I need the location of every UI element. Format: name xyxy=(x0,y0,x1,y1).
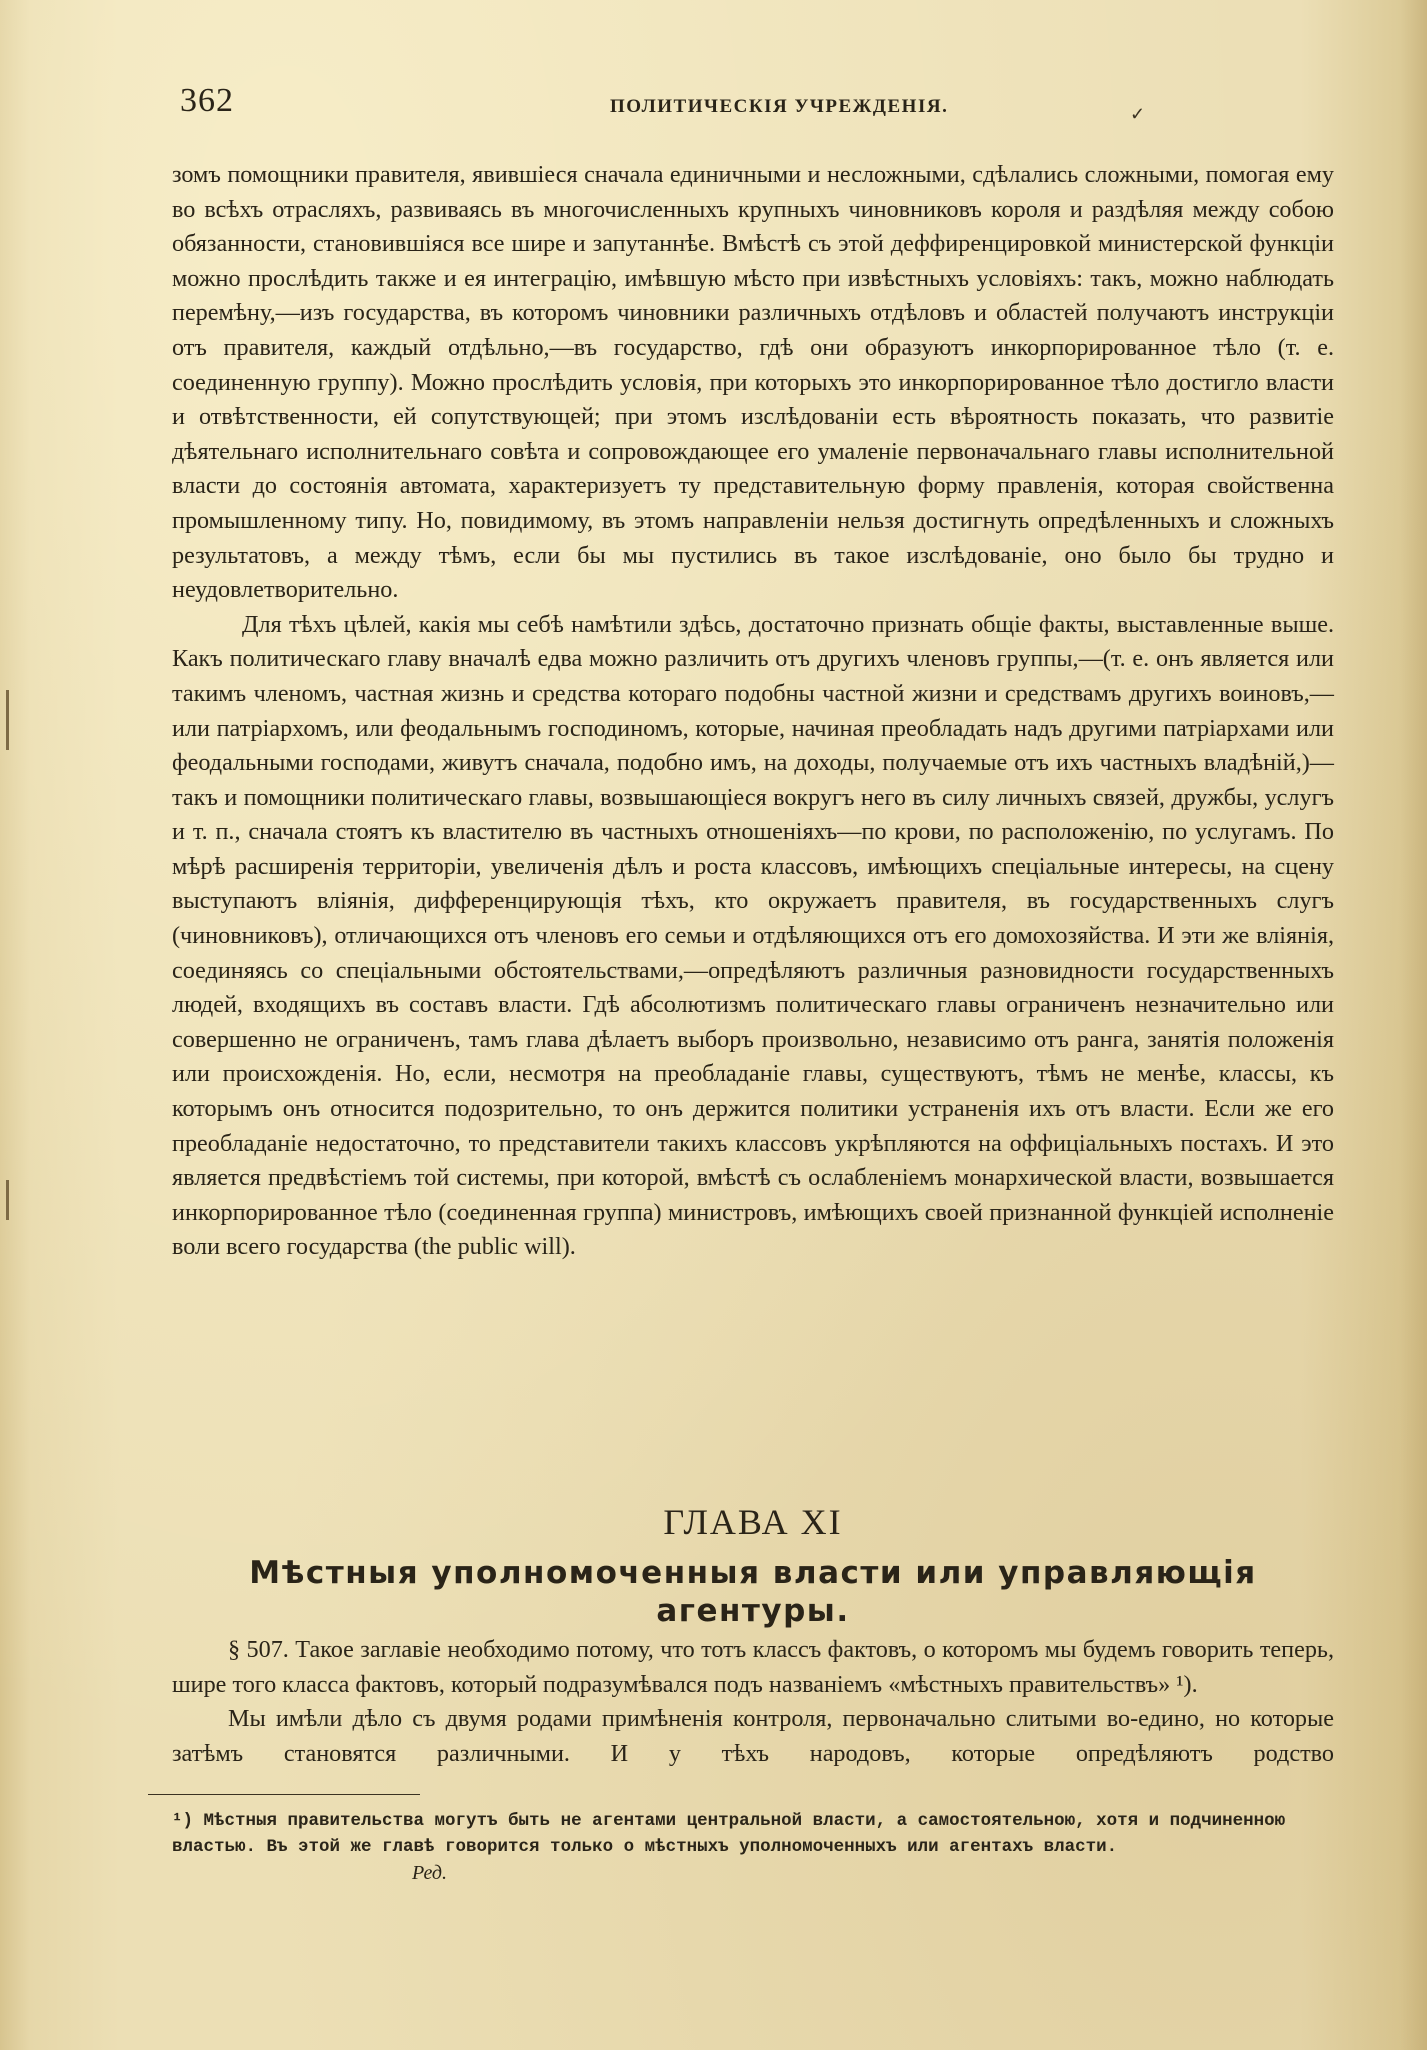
binding-edge-mark xyxy=(6,690,9,750)
chapter-heading xyxy=(172,1502,1334,1630)
footnote-signature: Ред. xyxy=(412,1862,447,1884)
paragraph: § 507. Такое заглавіе необходимо потому, что тотъ классъ фактовъ, о которомъ мы будемъ говорить теперь, шире того класса фактовъ, который подразумѣвался подъ названіемъ «мѣстныхъ правительствъ» ¹). xyxy=(172,1636,1334,1698)
main-text xyxy=(172,158,1334,1265)
page-number: 362 xyxy=(180,82,234,119)
page-header xyxy=(180,82,1360,132)
running-title: ПОЛИТИЧЕСКІЯ УЧРЕЖДЕНІЯ. xyxy=(610,96,949,117)
paragraph: зомъ помощники правителя, явившіеся сначала единичными и несложными, сдѣлались сложными, помогая ему во всѣхъ отрасляхъ, развиваясь въ многочисленныхъ крупныхъ чиновниковъ короля и раздѣляя между собою обязанности, становившіяся все шире и запутаннѣе. Вмѣстѣ съ этой деффиренцировкой министерской функціи можно прослѣдить также и ея интеграцію, имѣвшую мѣсто при извѣстныхъ условіяхъ: такъ, можно наблюдать перемѣну,—изъ государства, въ которомъ чиновники различныхъ отдѣловъ и областей получаютъ инструкціи отъ правителя, каждый отдѣльно,—въ государство, гдѣ они образуютъ инкорпорированное тѣло (т. е. соединенную группу). Можно прослѣдить условія, при которыхъ это инкорпорированное тѣло достигло власти и отвѣтственности, ей сопутствующей; при этомъ изслѣдованіи есть вѣроятность показать, что развитіе дѣятельнаго исполнительнаго совѣта и сопровождающее его умаленіе первоначальнаго главы исполнительной власти до состоянія автомата, характеризуетъ ту представительную форму правленія, которая свойственна промышленному типу. Но, повидимому, въ этомъ направленіи нельзя достигнуть опредѣленныхъ и сложныхъ результатовъ, а между тѣмъ, если бы мы пустились въ такое изслѣдованіе, оно было бы трудно и неудовлетворительно. xyxy=(172,161,1334,604)
chapter-title: Мѣстныя уполномоченныя власти или управляющія агентуры. xyxy=(249,1555,1257,1629)
ink-mark: ✓ xyxy=(1130,104,1146,125)
chapter-number: ГЛАВА XI xyxy=(663,1502,843,1542)
section-text xyxy=(172,1633,1334,1771)
footnote-body: ¹) Мѣстныя правительства могутъ быть не агентами центральной власти, а самостоятельною, хотя и подчиненною властью. Въ этой же главѣ говорится только о мѣстныхъ уполномоченныхъ или агентахъ власти. xyxy=(172,1811,1286,1857)
paragraph: Мы имѣли дѣло съ двумя родами примѣненія контроля, первоначально слитыми во-едино, но которые затѣмъ становятся различными. И у тѣхъ народовъ, которые опредѣляютъ родство xyxy=(172,1705,1334,1767)
footnote xyxy=(172,1808,1334,1888)
footnote-divider xyxy=(148,1794,420,1795)
paragraph: Для тѣхъ цѣлей, какія мы себѣ намѣтили здѣсь, достаточно признать общіе факты, выставленные выше. Какъ политическаго главу вначалѣ едва можно различить отъ другихъ членовъ группы,—(т. е. онъ является или такимъ членомъ, частная жизнь и средства котораго подобны частной жизни и средствамъ другихъ воиновъ,—или патріархомъ, или феодальнымъ господиномъ, которые, начиная преобладать надъ другими патріархами или феодальными господами, живутъ сначала, подобно имъ, на доходы, получаемые отъ ихъ частныхъ владѣній,)—такъ и помощники политическаго главы, возвышающіеся вокругъ него въ силу личныхъ связей, дружбы, услугъ и т. п., сначала стоятъ къ властителю въ частныхъ отношеніяхъ—по крови, по расположенію, по услугамъ. По мѣрѣ расширенія территоріи, увеличенія дѣлъ и роста классовъ, имѣющихъ спеціальные интересы, на сцену выступаютъ вліянія, дифференцирующія тѣхъ, кто окружаетъ правителя, въ государственныхъ слугъ (чиновниковъ), отличающихся отъ членовъ его семьи и отдѣляющихся отъ его домохозяйства. И эти же вліянія, соединяясь со спеціальными обстоятельствами,—опредѣляютъ различныя разновидности государственныхъ людей, входящихъ въ составъ власти. Гдѣ абсолютизмъ политическаго главы ограниченъ незначительно или совершенно не ограниченъ, тамъ глава дѣлаетъ выборъ произвольно, независимо отъ ранга, занятія положенія или происхожденія. Но, если, несмотря на преобладаніе главы, существуютъ, тѣмъ не менѣе, классы, къ которымъ онъ относится подозрительно, то онъ держится политики устраненія ихъ отъ власти. Если же его преобладаніе недостаточно, то представители такихъ классовъ укрѣпляются на оффиціальныхъ постахъ. И это является предвѣстіемъ той системы, при которой, вмѣстѣ съ ослабленіемъ монархической власти, возвышается инкорпорированное тѣло (соединенная группа) министровъ, имѣющихъ своей признанной функціей исполненіе воли всего государства (the public will). xyxy=(172,610,1334,1261)
binding-edge-mark xyxy=(6,1180,9,1220)
footnote-text xyxy=(172,1808,1334,1888)
